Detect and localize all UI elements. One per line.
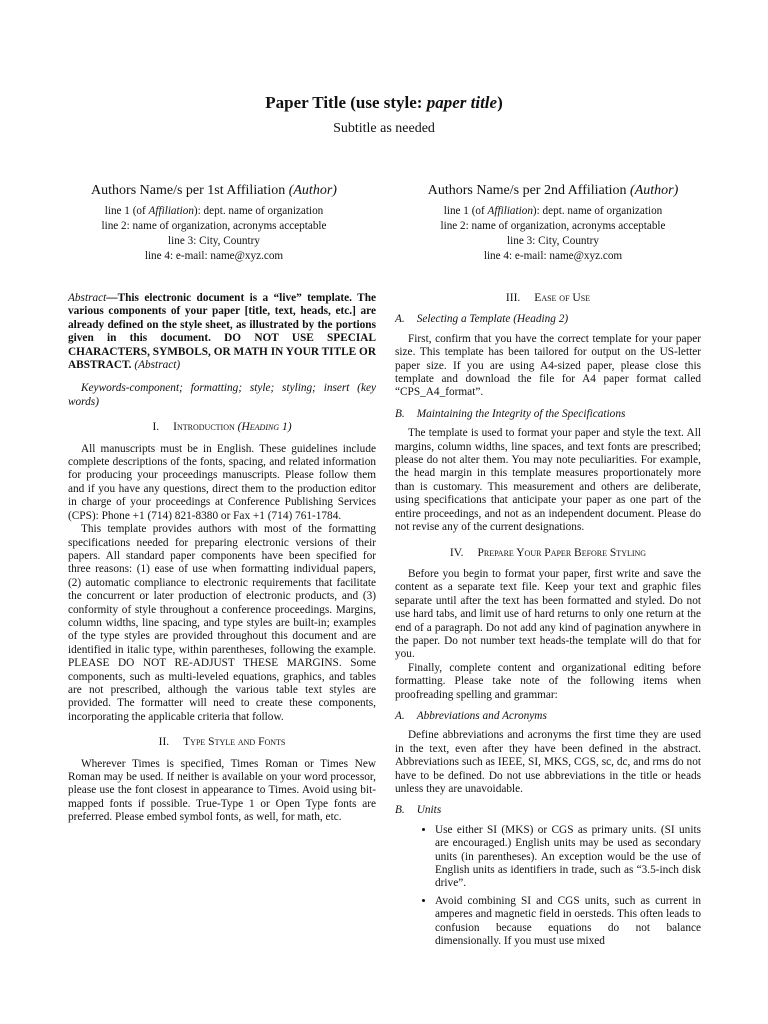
affiliation-line-4: line 4: e-mail: name@xyz.com <box>483 250 623 262</box>
affiliation-line-3: line 3: City, Country <box>507 235 599 247</box>
affiliation-line-4: line 4: e-mail: name@xyz.com <box>144 250 284 262</box>
paragraph: The template is used to format your paper and style the text. All margins, column widths, line spaces, and text fonts are prescribed; please do not alter them. You may note peculiarities. For example, the head margin in this template measures proportionately more than is customary. This measurement and others are deliberate, using specifications that anticipate your paper as one part of the entire proceedings, and not as an independent document. Please do not revise any of the current designations. <box>395 427 701 534</box>
paragraph: Before you begin to format your paper, first write and save the content as a separate text file. Keep your text and graphic files separate until after the text has been formatted and styled. Do not use hard tabs, and limit use of hard returns to only one return at the end of a paragraph. Do not add any kind of pagination anywhere in the paper. Do not number text heads-the template will do that for you. <box>395 567 701 661</box>
paper-title <box>0 93 768 113</box>
right-column <box>395 292 701 952</box>
section-heading-prepare-paper: IV. Prepare Your Paper Before Styling <box>449 546 647 559</box>
author-block-1 <box>59 183 369 264</box>
affiliation-line-1: line 1 (of Affiliation): dept. name of organization <box>104 205 324 217</box>
abstract: Abstract—This electronic document is a “live” template. The various components of your paper [title, text, heads, etc.] are already defined on the style sheet, as illustrated by the portions given in this document. DO NOT USE SPECIAL CHARACTERS, SYMBOLS, OR MATH IN YOUR TITLE OR ABSTRACT. (Abstract) <box>68 292 376 372</box>
affiliation-line-1: line 1 (of Affiliation): dept. name of organization <box>443 205 663 217</box>
title-text: Paper Title (use style: <box>265 93 427 112</box>
title-close: ) <box>497 93 503 112</box>
paper-subtitle: Subtitle as needed <box>333 121 435 136</box>
author-name: Authors Name/s per 1st Affiliation (Author) <box>91 183 337 198</box>
author-name: Authors Name/s per 2nd Affiliation (Author) <box>427 183 679 198</box>
author-block-2 <box>398 183 708 264</box>
section-heading-type-style: II. Type Style and Fonts <box>158 736 286 749</box>
subheading-integrity: B. Maintaining the Integrity of the Specifications <box>395 407 626 420</box>
paragraph: All manuscripts must be in English. These guidelines include complete descriptions of the fonts, spacing, and related information for producing your proceedings manuscripts. Please follow them and if you have any questions, direct them to the production editor in charge of your proceedings at Conference Publishing Services (CPS): Phone +1 (714) 821-8380 or Fax +1 (714) 761-1784. <box>68 442 376 522</box>
paragraph: Finally, complete content and organizational editing before formatting. Please take note of the following items when proofreading spelling and grammar: <box>395 661 701 701</box>
affiliation-line-2: line 2: name of organization, acronyms acceptable <box>440 220 666 232</box>
paragraph: Wherever Times is specified, Times Roman or Times New Roman may be used. If neither is available on your word processor, please use the font closest in appearance to Times. Avoid using bit-mapped fonts if possible. True-Type 1 or Open Type fonts are preferred. Please embed symbol fonts, as well, for math, etc. <box>68 757 376 824</box>
subheading-abbreviations: A. Abbreviations and Acronyms <box>395 709 547 722</box>
subheading-selecting-template: A. Selecting a Template (Heading 2) <box>395 313 569 326</box>
section-heading-ease-of-use: III. Ease of Use <box>505 292 591 304</box>
list-item: • Avoid combining SI and CGS units, such as current in amperes and magnetic field in oersteds. This often leads to confusion because equations do not balance dimensionally. If you must use mixed <box>435 895 701 949</box>
affiliation-line-3: line 3: City, Country <box>168 235 260 247</box>
paragraph: This template provides authors with most of the formatting specifications needed for preparing electronic versions of their papers. All standard paper components have been specified for three reasons: (1) ease of use when formatting individual papers, (2) automatic compliance to electronic requirements that facilitate the concurrent or later production of electronic products, and (3) conformity of style throughout a conference proceedings. Margins, column widths, line spacing, and type styles are built-in; examples of the type styles are provided throughout this document and are identified in italic type, within parentheses, following the example. PLEASE DO NOT RE-ADJUST THESE MARGINS. Some components, such as multi-leveled equations, graphics, and tables are not prescribed, although the various table text styles are provided. The formatter will need to create these components, incorporating the applicable criteria that follow. <box>68 523 376 723</box>
units-list <box>395 824 701 949</box>
list-item: • Use either SI (MKS) or CGS as primary units. (SI units are encouraged.) English units may be used as secondary units (in parentheses). An exception would be the use of English units as identifiers in trade, such as “3.5-inch disk drive”. <box>435 824 701 891</box>
affiliation-line-2: line 2: name of organization, acronyms acceptable <box>101 220 327 232</box>
section-heading-introduction: I. Introduction (Heading 1) <box>152 421 292 434</box>
keywords: Keywords-component; formatting; style; styling; insert (key words) <box>68 382 376 408</box>
title-style-tag: paper title <box>426 93 498 112</box>
left-column <box>68 292 376 825</box>
paragraph: Define abbreviations and acronyms the first time they are used in the text, even after they have been defined in the abstract. Abbreviations such as IEEE, SI, MKS, CGS, sc, dc, and rms do not have to be defined. Do not use abbreviations in the title or heads unless they are unavoidable. <box>395 729 701 795</box>
subheading-units: B. Units <box>395 804 442 817</box>
paragraph: First, confirm that you have the correct template for your paper size. This template has been tailored for output on the US-letter paper size. If you are using A4-sized paper, please close this template and download the file for A4 paper format called “CPS_A4_format”. <box>395 332 701 399</box>
